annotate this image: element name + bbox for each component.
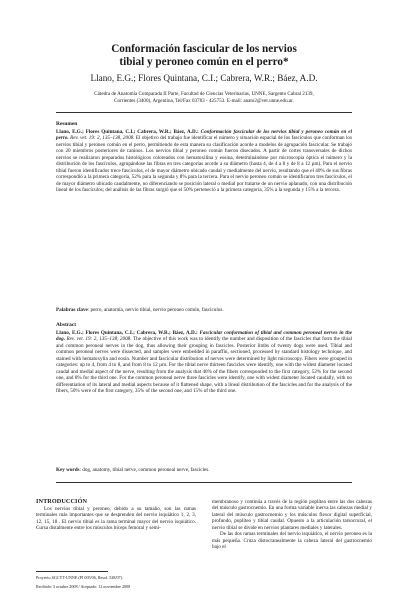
intro-paragraph-1: Los nervios tibial y peroneo, debido a su tamaño, son las ramas terminales más importantes que se desprenden del nervio isquiático 1, 2, 3, 12, 15, 18 . El nervio tibial es la rama terminal mayor del nervio isquiático. Cursa distalmente entre los músculos bíceps femoral y semi- xyxy=(36,506,196,532)
footnote-project: Proyecto SGCYT-UNNE (PI 005/06, Resol. 528/07). xyxy=(36,575,123,580)
resumen-body xyxy=(56,129,352,194)
title-line-2: tibial y peroneo común en el perro* xyxy=(119,56,289,68)
resumen-text: El objetivo del trabajo fue identificar el número y situación espacial de los fascículos que conforman los nervios tibial y peroneo común en el perro, permitiendo de esta manera su clasificación acorde a modelos de agrupación fascicular. Se trabajó con 20 miembros posteriores de caninos. Los nervios tibial y peroneo común fueron disecados. A partir de cortes transversales de dichos nervios se realizaron preparados histológicos coloreados con hematoxilina y eosina, determinándose por microscopía óptica el número y la distribución de los fascículos, agrupándose las fibras en tres categorías acorde a su diámetro (hasta 4, de 4 a 8 y de 8 a 12 µm). Para el nervio tibial fueron identificados trece fascículos, el de mayor diámetro ubicado caudal y medialmente del nervio, resultando que el 40% de sus fibras correspondió a la primera categoría, 52% para la segunda y 8% para la tercera. Para el nervio peroneo común se identificaron tres fascículos, el de mayor diámetro ubicado caudalmente, no diferenciando se posición lateral o medial por tratarse de un nervio aplanado, con una distribución lineal de los fascículos; del análisis de las fibras surgió que el 50% perteneció a la primera categoría, 35% a la segunda y 15% a la tercera. xyxy=(56,135,352,194)
abstract-keywords-label: Key words xyxy=(56,467,80,473)
affiliation-line-2: Corrientes (3400), Argentina, Tel/Fax 03783 - 425753. E-mail: anato2@vet.unne.edu.ar. xyxy=(114,97,294,104)
footnote-dates: Recibido: 3 octubre 2008 / Aceptado: 12 noviembre 2008 xyxy=(36,584,131,589)
footnote-divider xyxy=(36,571,108,572)
resumen-citation-authors: Llano, E.G.; Flores Quintana, C.I.; Cabrera, W.R.; Báez, A.D.: xyxy=(56,129,199,135)
abstract-keywords-list: : dog, anatomy, tibial nerve, common peroneal nerve, fascicles. xyxy=(79,467,210,473)
intro-paragraph-1-cont: membranoso y continúa a través de la región poplítea entre las dos cabezas del músculo gastrocnemio. En una forma variable inerva las cabezas medial y lateral del músculo gastrocnemio y los músculos flexor digital superficial, profundo, poplíteo y tibial caudal. Opuesto a la articulación tarsocrural, el nervio tibial se divide en nervios plantares mediales y laterales. xyxy=(212,499,372,531)
top-divider xyxy=(56,112,352,113)
abstract-section xyxy=(56,322,352,329)
abstract-keywords xyxy=(56,467,352,473)
abstract-body xyxy=(56,330,352,395)
bottom-divider xyxy=(56,482,352,483)
affiliation-line-1: Cátedra de Anatomía Comparada II Parte, Facultad de Ciencias Veterinarias, UNNE, Sargento Cabral 2139, xyxy=(94,91,314,97)
author-list: Llano, E.G.; Flores Quintana, C.I.; Cabrera, W.R.; Báez, A.D. xyxy=(90,73,318,83)
intro-heading: INTRODUCCIÓN xyxy=(36,498,88,505)
abstract-heading: Abstract xyxy=(56,322,77,328)
resumen-citation-title: Conformación fascicular de los nervios tibial y peroneo común en el perro. xyxy=(56,129,353,142)
abstract-citation-title: Fascicular conformation of tibial and common peroneal nerves in the dog. xyxy=(56,330,352,343)
resumen-heading: Resumen xyxy=(56,121,78,127)
resumen-section xyxy=(56,121,352,128)
intro-right-column xyxy=(212,499,372,551)
resumen-citation-ref: Rev. vet. 19: 2, 135–138, 2008. xyxy=(70,135,135,142)
abstract-citation-authors: Llano, E.G.; Flores Quintana, C.I.; Cabrera, W.R.; Báez, A.D.: xyxy=(56,330,198,336)
resumen-keywords-label: Palabras clave xyxy=(56,307,88,313)
intro-left-column xyxy=(36,498,196,532)
resumen-keywords-list: : perro, anatomía, nervio tibial, nervio peroneo común, fascículos. xyxy=(87,307,224,313)
resumen-keywords xyxy=(56,307,352,313)
article-title xyxy=(20,43,388,69)
title-line-1: Conformación fascicular de los nervios xyxy=(111,43,297,55)
abstract-citation-ref: Rev. vet. 19: 2, 135–138, 2008. xyxy=(66,336,132,343)
intro-paragraph-2: De las dos ramas terminales del nervio isquiático, el nervio peroneo es la más pequeña. Cruza distocranealmente la cabeza lateral del gastrocnemio bajo el xyxy=(212,531,372,551)
abstract-text: The objective of this work was to identify the number and disposition of the fascicles that form the tibial and common peroneal nerves in the dog, thus allowing their grouping in fascicles. Posterior limbs of twenty dogs were used. Tibial and common peroneal nerves were dissected, and samples were embedded in paraffin, sectioned, processed by standard histology technique, and stained with hematoxylin and eosin. Number and fascicular distribution of nerves were determined by light microscopy. Fibers were grouped in categories: up to 4, from 4 to 8, and from 8 to 12 µm. For the tibial nerve thirteen fascicles were identify, one with the widest diameter located caudal and medial aspect of the nerve, resulting from the analysis that 40% of the fibers corresponded to the first category, 52% for the second one, and 8% for the third one. For the common peroneal nerve three fascicles were identify, one with widest diameter located caudally, with no differentiation of its lateral and medial aspects because of it flattened shape, with a lineal distribution of the fascicles and for the analysis of the fibers, 50% were of the first category, 35% of the second one, and 15% of the third one. xyxy=(56,336,352,395)
affiliation xyxy=(36,91,372,104)
